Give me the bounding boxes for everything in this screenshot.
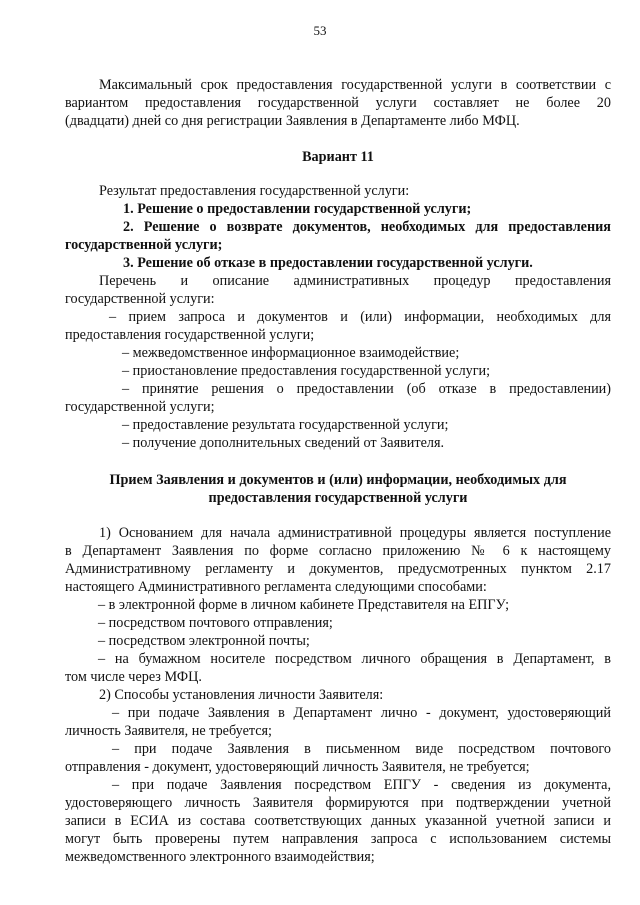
result-item: 3. Решение об отказе в предоставлении государственной услуги. — [123, 255, 533, 271]
list-item-continuation: межведомственного электронного взаимодействия; — [65, 849, 375, 865]
result-item-continuation: государственной услуги; — [65, 237, 223, 253]
section-heading: Вариант 11 — [302, 149, 374, 165]
list-item: – получение дополнительных сведений от Заявителя. — [122, 435, 445, 451]
text-line: 2) Способы установления личности Заявителя: — [99, 687, 384, 703]
list-item: – принятие решения о предоставлении (об отказе в предоставлении) — [122, 381, 611, 397]
text-line: (двадцати) дней со дня регистрации Заявления в Департаменте либо МФЦ. — [65, 113, 520, 129]
result-item: 2. Решение о возврате документов, необходимых для предоставления — [123, 219, 611, 235]
section-heading: предоставления государственной услуги — [208, 490, 468, 506]
list-item-continuation: личность Заявителя, не требуется; — [65, 723, 273, 739]
list-item: – при подаче Заявления в Департамент лично - документ, удостоверяющий — [112, 705, 611, 721]
page-number: 53 — [313, 23, 327, 38]
list-item-continuation: удостоверяющего личность Заявителя формируются при подтверждении учетной — [65, 795, 611, 811]
text-line: государственной услуги: — [65, 291, 215, 307]
list-item-continuation: государственной услуги; — [65, 399, 215, 415]
text-line: 1) Основанием для начала административной процедуры является поступление — [99, 525, 611, 541]
list-item-continuation: том числе через МФЦ. — [65, 669, 202, 685]
list-item: – прием запроса и документов и (или) информации, необходимых для — [109, 309, 611, 325]
section-heading: Прием Заявления и документов и (или) информации, необходимых для — [109, 472, 567, 488]
list-item: – приостановление предоставления государственной услуги; — [122, 363, 491, 379]
list-item: – в электронной форме в личном кабинете Представителя на ЕПГУ; — [98, 597, 510, 613]
result-item: 1. Решение о предоставлении государственной услуги; — [123, 201, 472, 217]
text-line: Результат предоставления государственной услуги: — [99, 183, 410, 199]
text-line: настоящего Административного регламента следующими способами: — [65, 579, 487, 595]
list-item: – предоставление результата государственной услуги; — [122, 417, 449, 433]
list-item: – на бумажном носителе посредством личного обращения в Департамент, в — [98, 651, 611, 667]
list-item: – при подаче Заявления посредством ЕПГУ - сведения из документа, — [112, 777, 611, 793]
list-item: – посредством электронной почты; — [98, 633, 310, 649]
list-item-continuation: отправления - документ, удостоверяющий личность Заявителя, не требуется; — [65, 759, 530, 775]
list-item: – при подаче Заявления в письменном виде посредством почтового — [112, 741, 611, 757]
list-item-continuation: записи в ЕСИА из состава соответствующих данных указанной учетной записи и — [65, 813, 611, 829]
list-item-continuation: предоставления государственной услуги; — [65, 327, 315, 343]
list-item-continuation: могут быть проверены путем направления запроса с использованием системы — [65, 831, 611, 847]
list-item: – посредством почтового отправления; — [98, 615, 333, 631]
text-line: в Департамент Заявления по форме согласно приложению № 6 к настоящему — [65, 543, 611, 559]
text-line: вариантом предоставления государственной услуги составляет не более 20 — [65, 95, 611, 111]
text-line: Максимальный срок предоставления государственной услуги в соответствии с — [99, 77, 611, 93]
text-line: Административному регламенту и документов, предусмотренных пунктом 2.17 — [65, 561, 611, 577]
text-line: Перечень и описание административных процедур предоставления — [99, 273, 611, 289]
list-item: – межведомственное информационное взаимодействие; — [122, 345, 460, 361]
